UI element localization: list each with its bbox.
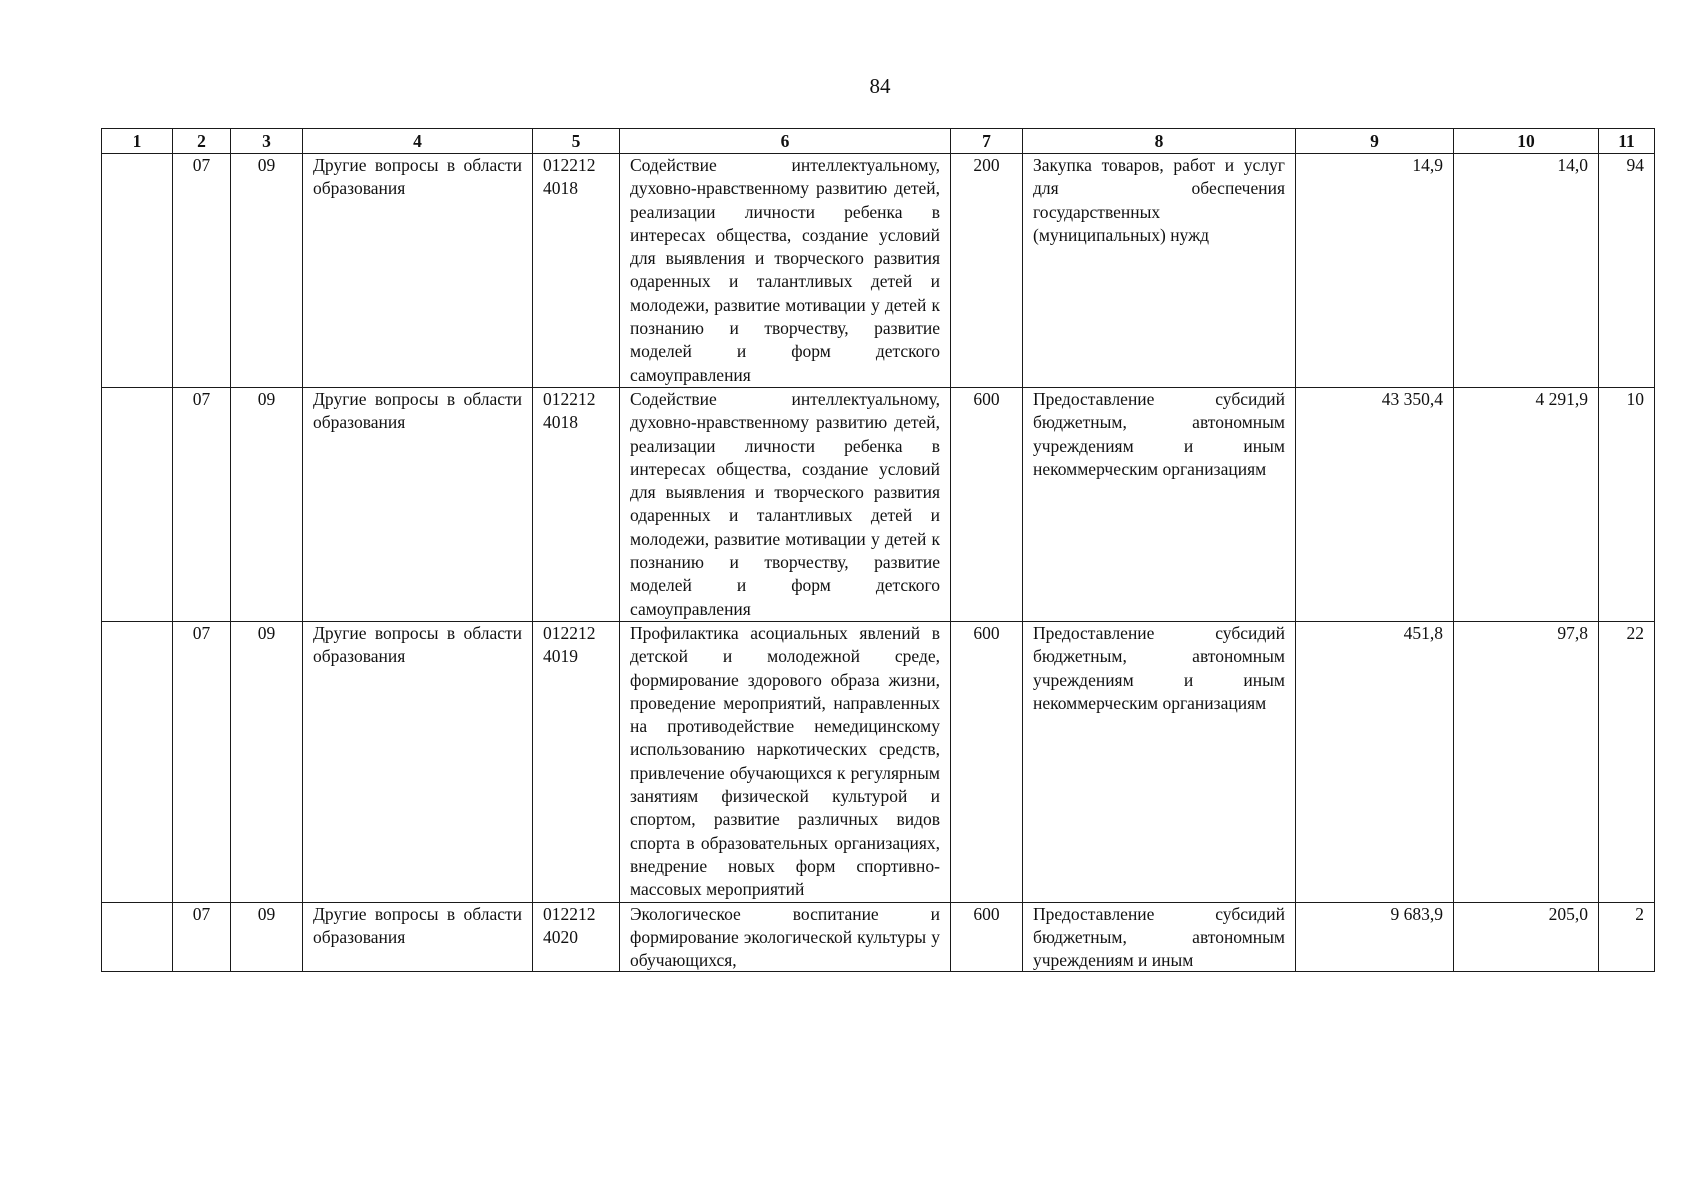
cell-subsection-name: Другие вопросы в области образования	[303, 154, 533, 388]
cell-subsection: 09	[231, 387, 303, 621]
clipped-text: Предоставление субсидий бюджетным, автономным учреждениям и иным	[1033, 903, 1285, 971]
column-header-7: 7	[951, 129, 1023, 154]
page-number: 84	[869, 74, 891, 98]
column-header-8: 8	[1023, 129, 1296, 154]
cell-amount-col10: 97,8	[1454, 621, 1599, 902]
cell-expense-type: 600	[951, 902, 1023, 971]
cell-amount-col9: 451,8	[1296, 621, 1454, 902]
cell-expense-type-name-truncated	[1023, 902, 1296, 971]
column-header-6: 6	[620, 129, 951, 154]
budget-table	[101, 128, 1655, 972]
cell-col1	[102, 621, 173, 902]
cell-target-code: 012212 4018	[533, 387, 620, 621]
cell-amount-col10: 4 291,9	[1454, 387, 1599, 621]
cell-col1	[102, 902, 173, 971]
table-row	[102, 902, 1655, 971]
cell-amount-col9: 9 683,9	[1296, 902, 1454, 971]
cell-subsection: 09	[231, 902, 303, 971]
column-header-9: 9	[1296, 129, 1454, 154]
cell-amount-col10: 205,0	[1454, 902, 1599, 971]
column-header-3: 3	[231, 129, 303, 154]
cell-expense-type-name: Предоставление субсидий бюджетным, автономным учреждениям и иным некоммерческим организациям	[1023, 387, 1296, 621]
table-row	[102, 621, 1655, 902]
cell-target-code: 012212 4019	[533, 621, 620, 902]
cell-amount-col9: 43 350,4	[1296, 387, 1454, 621]
column-header-4: 4	[303, 129, 533, 154]
cell-expense-type: 600	[951, 387, 1023, 621]
column-header-2: 2	[173, 129, 231, 154]
table-header-row	[102, 129, 1655, 154]
cell-expense-type: 600	[951, 621, 1023, 902]
cell-expense-type-name: Закупка товаров, работ и услуг для обеспечения государственных (муниципальных) нужд	[1023, 154, 1296, 388]
column-header-1: 1	[102, 129, 173, 154]
cell-section: 07	[173, 154, 231, 388]
cell-target-name: Содействие интеллектуальному, духовно-нравственному развитию детей, реализации личности ребенка в интересах общества, создание условий для выявления и творческого развития одаренных и талантливых детей и молодежи, развитие мотивации у детей к познанию и творчеству, развитие моделей и форм детского самоуправления	[620, 387, 951, 621]
cell-col1	[102, 154, 173, 388]
cell-expense-type-name: Предоставление субсидий бюджетным, автономным учреждениям и иным некоммерческим организациям	[1023, 621, 1296, 902]
cell-percent-col11: 94	[1599, 154, 1655, 388]
clipped-text: Экологическое воспитание и формирование экологической культуры у обучающихся,	[630, 903, 940, 971]
cell-subsection: 09	[231, 621, 303, 902]
cell-amount-col9: 14,9	[1296, 154, 1454, 388]
cell-target-name: Профилактика асоциальных явлений в детской и молодежной среде, формирование здорового образа жизни, проведение мероприятий, направленных на противодействие немедицинскому использованию наркотических средств, привлечение обучающихся к регулярным занятиям физической культурой и спортом, развитие различных видов спорта в образовательных организациях, внедрение новых форм спортивно-массовых мероприятий	[620, 621, 951, 902]
table-row	[102, 154, 1655, 388]
cell-amount-col10: 14,0	[1454, 154, 1599, 388]
cell-percent-col11: 2	[1599, 902, 1655, 971]
cell-col1	[102, 387, 173, 621]
cell-target-code: 012212 4020	[533, 902, 620, 971]
cell-target-code: 012212 4018	[533, 154, 620, 388]
cell-expense-type: 200	[951, 154, 1023, 388]
cell-subsection-name: Другие вопросы в области образования	[303, 387, 533, 621]
column-header-5: 5	[533, 129, 620, 154]
cell-percent-col11: 22	[1599, 621, 1655, 902]
cell-section: 07	[173, 621, 231, 902]
column-header-11: 11	[1599, 129, 1655, 154]
cell-subsection-name: Другие вопросы в области образования	[303, 902, 533, 971]
cell-section: 07	[173, 387, 231, 621]
cell-subsection: 09	[231, 154, 303, 388]
cell-target-name-truncated	[620, 902, 951, 971]
cell-target-name: Содействие интеллектуальному, духовно-нравственному развитию детей, реализации личности ребенка в интересах общества, создание условий для выявления и творческого развития одаренных и талантливых детей и молодежи, развитие мотивации у детей к познанию и творчеству, развитие моделей и форм детского самоуправления	[620, 154, 951, 388]
column-header-10: 10	[1454, 129, 1599, 154]
table-row	[102, 387, 1655, 621]
cell-section: 07	[173, 902, 231, 971]
cell-percent-col11: 10	[1599, 387, 1655, 621]
cell-subsection-name: Другие вопросы в области образования	[303, 621, 533, 902]
